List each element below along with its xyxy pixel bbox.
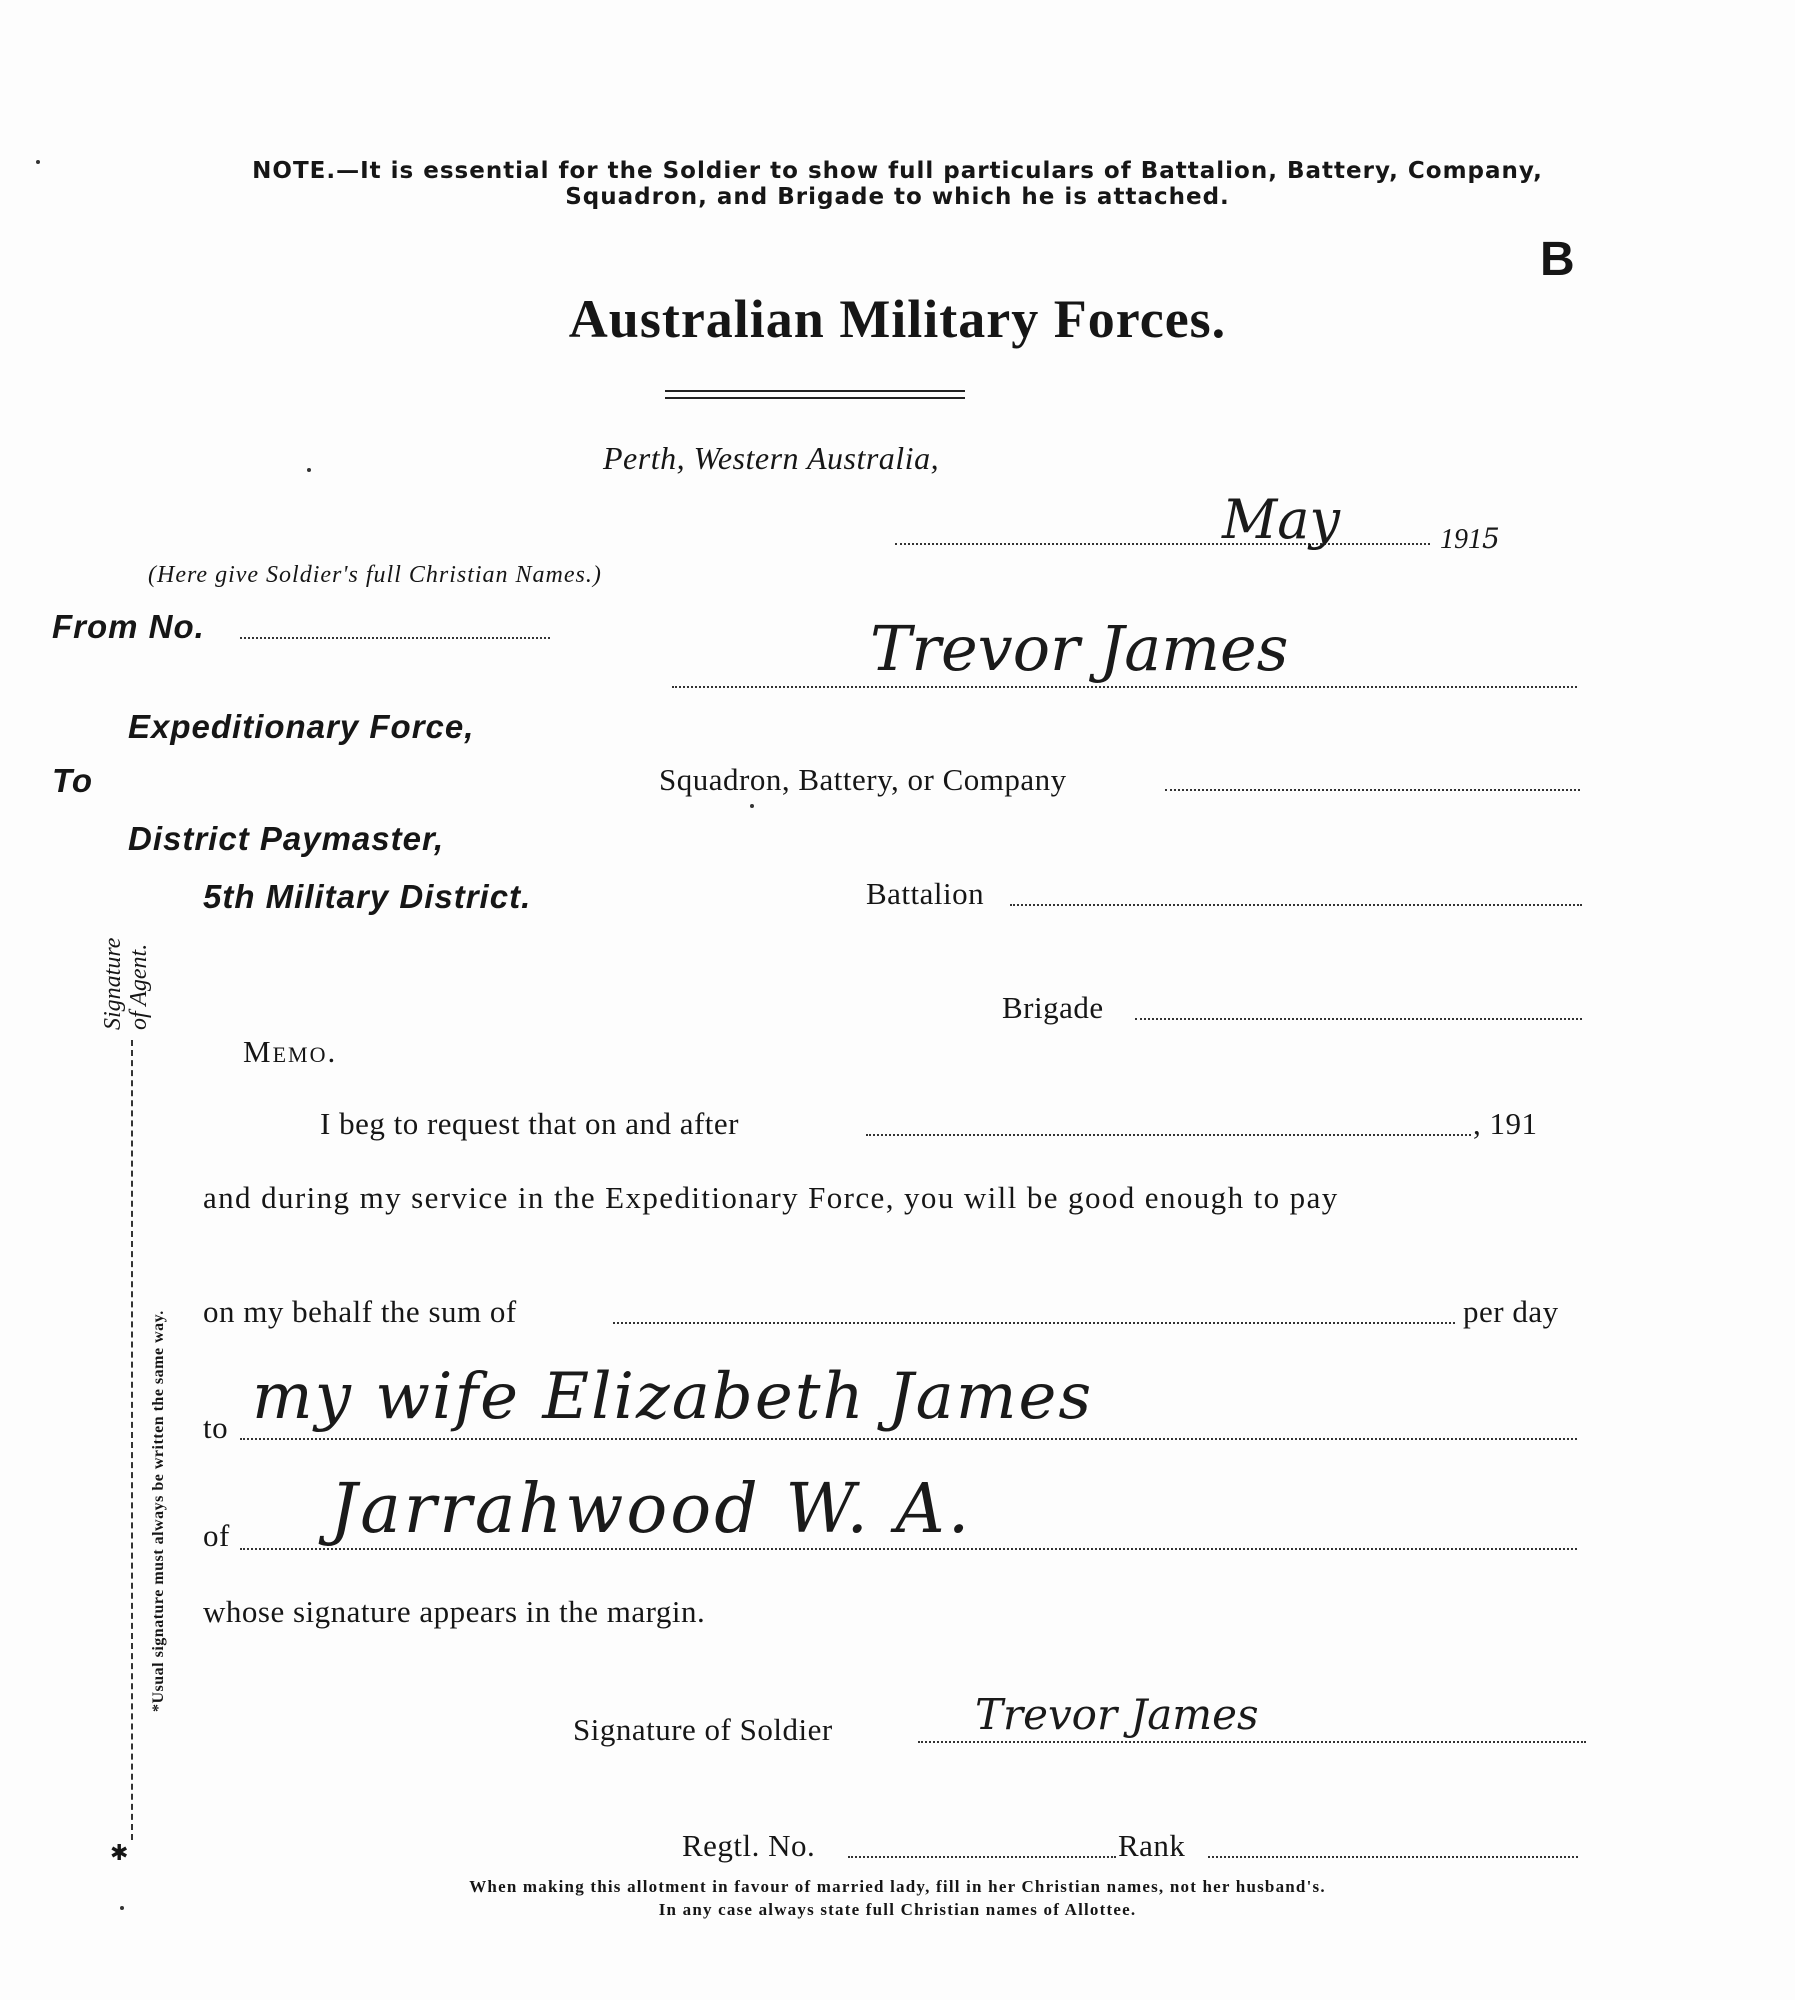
form-letter: B [1540,233,1575,286]
squadron-dotline [1165,789,1580,791]
instruction-names: (Here give Soldier's full Christian Names.) [148,562,602,588]
signature-label: Signature of Soldier [573,1712,833,1747]
request-year: , 191 [1473,1106,1538,1141]
battalion-label: Battalion [866,876,985,911]
margin-signature-label [100,938,152,1030]
squadron-label: Squadron, Battery, or Company [659,762,1067,797]
signature-dotline [918,1741,1586,1743]
request-line: I beg to request that on and after [320,1106,739,1141]
title-rule-bottom [665,397,965,399]
sum-line: on my behalf the sum of [203,1294,517,1329]
memo-label: Memo. [243,1034,338,1069]
note-line-1: NOTE.—It is essential for the Soldier to show full particulars of Battalion, Battery, Company, [252,158,1543,184]
to-label: To [52,762,94,799]
note-line-2: Squadron, and Brigade to which he is attached. [565,184,1230,210]
from-no-dotline [240,637,550,639]
regtl-dotline [848,1856,1116,1858]
request-date-dotline [866,1134,1471,1136]
date-month-handwritten: May [1222,488,1340,551]
date-year-prefix: 191 [1440,524,1482,555]
margin-signature-line1: Signature [100,937,126,1030]
margin-signature-dashline [131,1040,133,1840]
speck [120,1906,124,1910]
footer-line-1: When making this allotment in favour of married lady, fill in her Christian names, not her husband's. [469,1877,1326,1896]
payee-handwritten: my wife Elizabeth James [252,1360,1094,1434]
to-word: to [203,1410,229,1445]
payee-address-handwritten: Jarrahwood W. A. [330,1470,973,1549]
rank-dotline [1208,1856,1578,1858]
from-label: From No. [52,608,205,645]
date-dotline [895,543,1430,545]
of-word: of [203,1518,230,1553]
page-title: Australian Military Forces. [568,289,1227,349]
service-line: and during my service in the Expeditionary Force, you will be good enough to pay [203,1180,1339,1215]
regtl-label: Regtl. No. [682,1828,816,1863]
rank-label: Rank [1118,1828,1186,1863]
sum-dotline [613,1322,1455,1324]
date-year [1440,522,1500,556]
margin-asterisk-icon: ✱ [110,1840,129,1865]
speck [307,468,311,472]
soldier-name-handwritten: Trevor James [870,612,1289,685]
date-year-suffix: 5 [1482,522,1500,555]
district-paymaster: District Paymaster, [128,820,445,857]
per-day-label: per day [1463,1294,1559,1329]
title-rule-top [665,390,965,392]
margin-signature-line2: of Agent. [126,943,152,1030]
place-line: Perth, Western Australia, [603,440,940,476]
margin-line: whose signature appears in the margin. [203,1594,706,1629]
payee-dotline [240,1438,1577,1440]
military-district: 5th Military District. [203,878,532,915]
expeditionary-label: Expeditionary Force, [128,708,475,745]
footer-line-2: In any case always state full Christian names of Allottee. [658,1900,1137,1919]
margin-usual-signature-note: *Usual signature must always be written the same way. [150,1310,167,1712]
brigade-label: Brigade [1002,990,1104,1025]
speck [750,804,754,808]
soldier-signature-handwritten: Trevor James [975,1690,1259,1739]
speck [36,160,40,164]
soldier-name-dotline [672,686,1577,688]
brigade-dotline [1135,1018,1582,1020]
battalion-dotline [1010,904,1582,906]
